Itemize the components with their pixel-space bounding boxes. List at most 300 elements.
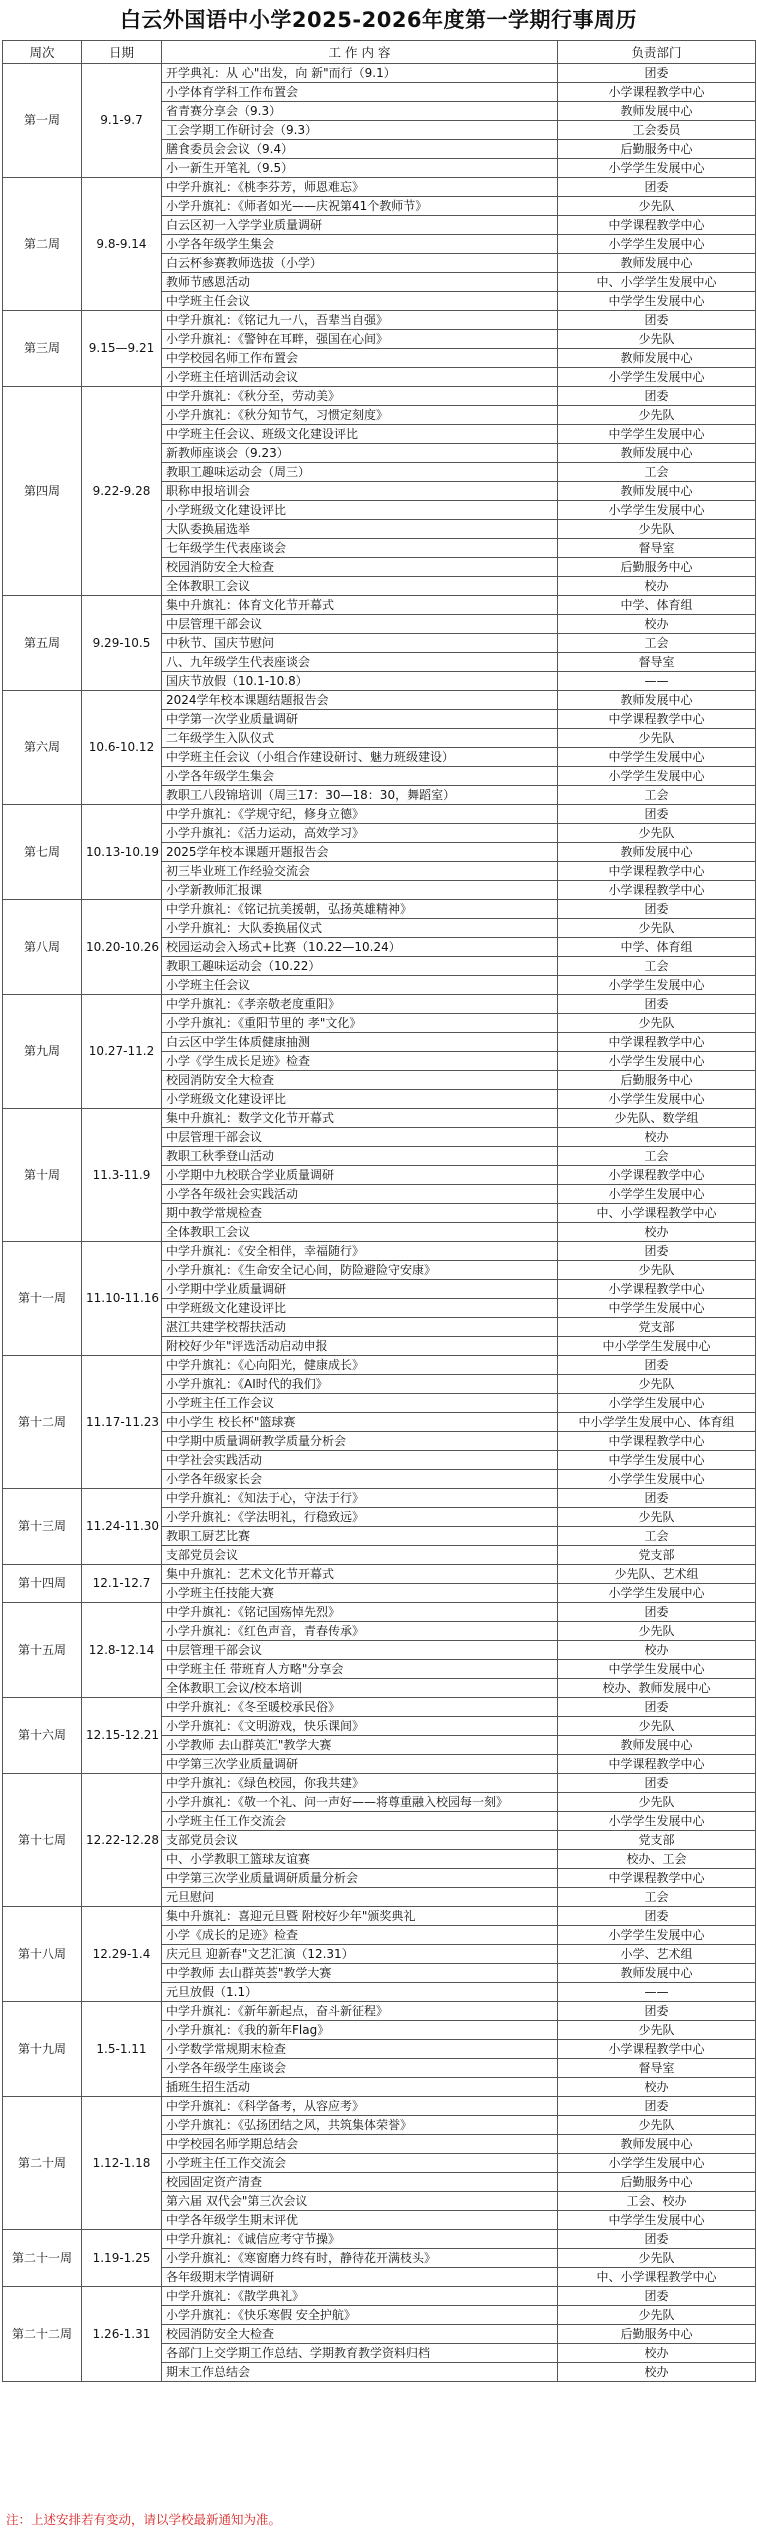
date-cell: 10.27-11.2 bbox=[82, 995, 162, 1109]
page-title: 白云外国语中小学2025-2026年度第一学期行事周历 bbox=[119, 8, 638, 32]
content-cell: 插班生招生活动 bbox=[162, 2078, 558, 2097]
content-cell: 七年级学生代表座谈会 bbox=[162, 539, 558, 558]
content-cell: 教职工秋季登山活动 bbox=[162, 1147, 558, 1166]
dept-cell: 中学课程教学中心 bbox=[558, 710, 756, 729]
content-cell: 小学数学常规期末检查 bbox=[162, 2040, 558, 2059]
dept-cell: 小学、艺术组 bbox=[558, 1945, 756, 1964]
table-row bbox=[3, 178, 756, 197]
dept-cell: 督导室 bbox=[558, 2059, 756, 2078]
dept-cell: 少先队 bbox=[558, 1717, 756, 1736]
content-cell: 中学第三次学业质量调研 bbox=[162, 1755, 558, 1774]
content-cell: 小学升旗礼：《师者如光——庆祝第41个教师节》 bbox=[162, 197, 558, 216]
content-cell: 小学升旗礼：《活力运动，高效学习》 bbox=[162, 824, 558, 843]
content-cell: 中学各年级学生期末评优 bbox=[162, 2211, 558, 2230]
dept-cell: 小学学生发展中心 bbox=[558, 1470, 756, 1489]
content-cell: 小学期中学业质量调研 bbox=[162, 1280, 558, 1299]
date-cell: 10.20-10.26 bbox=[82, 900, 162, 995]
schedule-body bbox=[3, 64, 756, 2382]
content-cell: 集中升旗礼：喜迎元旦暨 附校好少年"颁奖典礼 bbox=[162, 1907, 558, 1926]
content-cell: 小学班主任工作会议 bbox=[162, 1394, 558, 1413]
content-cell: 小学升旗礼：《弘扬团结之风，共筑集体荣誉》 bbox=[162, 2116, 558, 2135]
week-cell: 第十三周 bbox=[3, 1489, 82, 1565]
dept-cell: 小学学生发展中心 bbox=[558, 235, 756, 254]
dept-cell: 团委 bbox=[558, 64, 756, 83]
dept-cell: 团委 bbox=[558, 900, 756, 919]
content-cell: 小学《学生成长足迹》检查 bbox=[162, 1052, 558, 1071]
dept-cell: 少先队 bbox=[558, 1014, 756, 1033]
content-cell: 职称申报培训会 bbox=[162, 482, 558, 501]
date-cell: 12.22-12.28 bbox=[82, 1774, 162, 1907]
content-cell: 初三毕业班工作经验交流会 bbox=[162, 862, 558, 881]
week-cell: 第十周 bbox=[3, 1109, 82, 1242]
dept-cell: 后勤服务中心 bbox=[558, 140, 756, 159]
content-cell: 中学班主任会议 bbox=[162, 292, 558, 311]
content-cell: 中学升旗礼：《诚信应考守节操》 bbox=[162, 2230, 558, 2249]
week-cell: 第七周 bbox=[3, 805, 82, 900]
dept-cell: 中学课程教学中心 bbox=[558, 1033, 756, 1052]
date-cell: 1.12-1.18 bbox=[82, 2097, 162, 2230]
content-cell: 第六届 双代会"第三次会议 bbox=[162, 2192, 558, 2211]
content-cell: 中层管理干部会议 bbox=[162, 1128, 558, 1147]
dept-cell: —— bbox=[558, 672, 756, 691]
content-cell: 集中升旗礼：体育文化节开幕式 bbox=[162, 596, 558, 615]
dept-cell: 小学学生发展中心 bbox=[558, 159, 756, 178]
dept-cell: 小学学生发展中心 bbox=[558, 1185, 756, 1204]
date-cell: 11.24-11.30 bbox=[82, 1489, 162, 1565]
dept-cell: 少先队 bbox=[558, 520, 756, 539]
content-cell: 期末工作总结会 bbox=[162, 2363, 558, 2382]
content-cell: 中学校园名师学期总结会 bbox=[162, 2135, 558, 2154]
week-cell: 第十九周 bbox=[3, 2002, 82, 2097]
content-cell: 小学各年级社会实践活动 bbox=[162, 1185, 558, 1204]
table-row bbox=[3, 2002, 756, 2021]
content-cell: 中学升旗礼：《孝亲敬老度重阳》 bbox=[162, 995, 558, 1014]
content-cell: 国庆节放假（10.1-10.8） bbox=[162, 672, 558, 691]
header-content: 工 作 内 容 bbox=[162, 41, 558, 64]
date-cell: 11.10-11.16 bbox=[82, 1242, 162, 1356]
week-cell: 第十二周 bbox=[3, 1356, 82, 1489]
content-cell: 庆元旦 迎新春"文艺汇演（12.31） bbox=[162, 1945, 558, 1964]
table-row bbox=[3, 1565, 756, 1584]
content-cell: 小学升旗礼：《敬一个礼、问一声好——将尊重融入校园每一刻》 bbox=[162, 1793, 558, 1812]
dept-cell: 中学、体育组 bbox=[558, 938, 756, 957]
content-cell: 白云杯参赛教师选拔（小学） bbox=[162, 254, 558, 273]
table-row bbox=[3, 805, 756, 824]
dept-cell: 中学学生发展中心 bbox=[558, 2211, 756, 2230]
content-cell: 校园消防安全大检查 bbox=[162, 558, 558, 577]
dept-cell: 党支部 bbox=[558, 1318, 756, 1337]
week-cell: 第十五周 bbox=[3, 1603, 82, 1698]
content-cell: 中学升旗礼：《铭记九一八，吾辈当自强》 bbox=[162, 311, 558, 330]
content-cell: 中学升旗礼：《冬至暖校承民俗》 bbox=[162, 1698, 558, 1717]
dept-cell: 少先队、数学组 bbox=[558, 1109, 756, 1128]
content-cell: 小学班级文化建设评比 bbox=[162, 1090, 558, 1109]
content-cell: 中学升旗礼：《学规守纪，修身立德》 bbox=[162, 805, 558, 824]
dept-cell: 教师发展中心 bbox=[558, 254, 756, 273]
dept-cell: 小学学生发展中心 bbox=[558, 1584, 756, 1603]
content-cell: 小学班主任培训活动会议 bbox=[162, 368, 558, 387]
dept-cell: 教师发展中心 bbox=[558, 843, 756, 862]
dept-cell: 督导室 bbox=[558, 653, 756, 672]
content-cell: 校园消防安全大检查 bbox=[162, 2325, 558, 2344]
table-row bbox=[3, 1603, 756, 1622]
dept-cell: 后勤服务中心 bbox=[558, 2325, 756, 2344]
dept-cell: 少先队 bbox=[558, 824, 756, 843]
content-cell: 中层管理干部会议 bbox=[162, 615, 558, 634]
dept-cell: 小学学生发展中心 bbox=[558, 767, 756, 786]
content-cell: 全体教职工会议 bbox=[162, 577, 558, 596]
dept-cell: 中、小学课程教学中心 bbox=[558, 2268, 756, 2287]
content-cell: 新教师座谈会（9.23） bbox=[162, 444, 558, 463]
week-cell: 第八周 bbox=[3, 900, 82, 995]
header-row bbox=[3, 41, 756, 64]
content-cell: 小学各年级学生集会 bbox=[162, 767, 558, 786]
date-cell: 10.13-10.19 bbox=[82, 805, 162, 900]
dept-cell: 团委 bbox=[558, 311, 756, 330]
header-date: 日期 bbox=[82, 41, 162, 64]
dept-cell: 团委 bbox=[558, 2097, 756, 2116]
dept-cell: 校办 bbox=[558, 2363, 756, 2382]
content-cell: 教师节感恩活动 bbox=[162, 273, 558, 292]
content-cell: 中小学生 校长杯"篮球赛 bbox=[162, 1413, 558, 1432]
content-cell: 中学第三次学业质量调研质量分析会 bbox=[162, 1869, 558, 1888]
footer-note: 注：上述安排若有变动，请以学校最新通知为准。 bbox=[6, 2512, 282, 2527]
dept-cell: 团委 bbox=[558, 1242, 756, 1261]
dept-cell: 少先队 bbox=[558, 406, 756, 425]
content-cell: 白云区中学生体质健康抽测 bbox=[162, 1033, 558, 1052]
content-cell: 教职工八段锦培训（周三17：30—18：30，舞蹈室） bbox=[162, 786, 558, 805]
content-cell: 小学升旗礼：《我的新年Flag》 bbox=[162, 2021, 558, 2040]
content-cell: 小学班级文化建设评比 bbox=[162, 501, 558, 520]
content-cell: 小学各年级学生座谈会 bbox=[162, 2059, 558, 2078]
content-cell: 中学班主任 带班育人方略"分享会 bbox=[162, 1660, 558, 1679]
header-week: 周次 bbox=[3, 41, 82, 64]
dept-cell: —— bbox=[558, 1983, 756, 2002]
table-row bbox=[3, 1907, 756, 1926]
dept-cell: 团委 bbox=[558, 2002, 756, 2021]
week-cell: 第十六周 bbox=[3, 1698, 82, 1774]
content-cell: 中层管理干部会议 bbox=[162, 1641, 558, 1660]
date-cell: 11.3-11.9 bbox=[82, 1109, 162, 1242]
table-row bbox=[3, 2097, 756, 2116]
dept-cell: 党支部 bbox=[558, 1831, 756, 1850]
dept-cell: 中学、体育组 bbox=[558, 596, 756, 615]
dept-cell: 小学课程教学中心 bbox=[558, 881, 756, 900]
dept-cell: 工会 bbox=[558, 1527, 756, 1546]
dept-cell: 工会 bbox=[558, 957, 756, 976]
content-cell: 中学社会实践活动 bbox=[162, 1451, 558, 1470]
dept-cell: 工会 bbox=[558, 1147, 756, 1166]
week-cell: 第四周 bbox=[3, 387, 82, 596]
dept-cell: 党支部 bbox=[558, 1546, 756, 1565]
dept-cell: 中小学学生发展中心、体育组 bbox=[558, 1413, 756, 1432]
dept-cell: 小学学生发展中心 bbox=[558, 1926, 756, 1945]
dept-cell: 校办 bbox=[558, 1128, 756, 1147]
dept-cell: 教师发展中心 bbox=[558, 349, 756, 368]
dept-cell: 中学学生发展中心 bbox=[558, 1299, 756, 1318]
content-cell: 中学班主任会议、班级文化建设评比 bbox=[162, 425, 558, 444]
dept-cell: 少先队 bbox=[558, 1261, 756, 1280]
dept-cell: 校办 bbox=[558, 1641, 756, 1660]
date-cell: 12.15-12.21 bbox=[82, 1698, 162, 1774]
table-row bbox=[3, 995, 756, 1014]
date-cell: 1.19-1.25 bbox=[82, 2230, 162, 2287]
content-cell: 工会学期工作研讨会（9.3） bbox=[162, 121, 558, 140]
content-cell: 小学各年级家长会 bbox=[162, 1470, 558, 1489]
dept-cell: 教师发展中心 bbox=[558, 1736, 756, 1755]
content-cell: 支部党员会议 bbox=[162, 1546, 558, 1565]
dept-cell: 中学学生发展中心 bbox=[558, 1451, 756, 1470]
content-cell: 小学新教师汇报课 bbox=[162, 881, 558, 900]
content-cell: 全体教职工会议/校本培训 bbox=[162, 1679, 558, 1698]
dept-cell: 校办 bbox=[558, 2078, 756, 2097]
content-cell: 湛江共建学校帮扶活动 bbox=[162, 1318, 558, 1337]
content-cell: 膳食委员会会议（9.4） bbox=[162, 140, 558, 159]
table-row bbox=[3, 2287, 756, 2306]
week-cell: 第一周 bbox=[3, 64, 82, 178]
date-cell: 9.29-10.5 bbox=[82, 596, 162, 691]
dept-cell: 团委 bbox=[558, 1774, 756, 1793]
schedule-table bbox=[2, 40, 756, 2382]
dept-cell: 团委 bbox=[558, 2230, 756, 2249]
content-cell: 中学升旗礼：《铭记国殇悼先烈》 bbox=[162, 1603, 558, 1622]
dept-cell: 校办 bbox=[558, 615, 756, 634]
content-cell: 小学升旗礼：《重阳节里的 孝"文化》 bbox=[162, 1014, 558, 1033]
week-cell: 第二十一周 bbox=[3, 2230, 82, 2287]
dept-cell: 少先队 bbox=[558, 2306, 756, 2325]
week-cell: 第二周 bbox=[3, 178, 82, 311]
dept-cell: 中学学生发展中心 bbox=[558, 1660, 756, 1679]
content-cell: 二年级学生入队仪式 bbox=[162, 729, 558, 748]
table-row bbox=[3, 1774, 756, 1793]
content-cell: 小学升旗礼：《红色声音，青春传承》 bbox=[162, 1622, 558, 1641]
content-cell: 大队委换届选举 bbox=[162, 520, 558, 539]
dept-cell: 工会 bbox=[558, 463, 756, 482]
dept-cell: 团委 bbox=[558, 1603, 756, 1622]
content-cell: 八、九年级学生代表座谈会 bbox=[162, 653, 558, 672]
week-cell: 第十八周 bbox=[3, 1907, 82, 2002]
content-cell: 中学升旗礼：《秋分至，劳动美》 bbox=[162, 387, 558, 406]
dept-cell: 团委 bbox=[558, 1489, 756, 1508]
content-cell: 中、小学教职工篮球友谊赛 bbox=[162, 1850, 558, 1869]
dept-cell: 少先队、艺术组 bbox=[558, 1565, 756, 1584]
dept-cell: 中、小学课程教学中心 bbox=[558, 1204, 756, 1223]
dept-cell: 团委 bbox=[558, 1907, 756, 1926]
date-cell: 1.26-1.31 bbox=[82, 2287, 162, 2382]
dept-cell: 督导室 bbox=[558, 539, 756, 558]
week-cell: 第九周 bbox=[3, 995, 82, 1109]
content-cell: 教职工厨艺比赛 bbox=[162, 1527, 558, 1546]
content-cell: 小学升旗礼：《生命安全记心间，防险避险守安康》 bbox=[162, 1261, 558, 1280]
content-cell: 2025学年校本课题开题报告会 bbox=[162, 843, 558, 862]
content-cell: 支部党员会议 bbox=[162, 1831, 558, 1850]
dept-cell: 少先队 bbox=[558, 197, 756, 216]
content-cell: 小学升旗礼：《文明游戏，快乐课间》 bbox=[162, 1717, 558, 1736]
content-cell: 集中升旗礼：艺术文化节开幕式 bbox=[162, 1565, 558, 1584]
content-cell: 小学教师 去山群英汇"教学大赛 bbox=[162, 1736, 558, 1755]
content-cell: 小学升旗礼：《快乐寒假 安全护航》 bbox=[162, 2306, 558, 2325]
table-row bbox=[3, 1356, 756, 1375]
dept-cell: 小学课程教学中心 bbox=[558, 1280, 756, 1299]
dept-cell: 教师发展中心 bbox=[558, 691, 756, 710]
dept-cell: 中、小学学生发展中心 bbox=[558, 273, 756, 292]
dept-cell: 小学学生发展中心 bbox=[558, 1812, 756, 1831]
content-cell: 中学第一次学业质量调研 bbox=[162, 710, 558, 729]
dept-cell: 校办 bbox=[558, 2344, 756, 2363]
dept-cell: 少先队 bbox=[558, 1508, 756, 1527]
dept-cell: 后勤服务中心 bbox=[558, 1071, 756, 1090]
dept-cell: 少先队 bbox=[558, 1375, 756, 1394]
dept-cell: 中学课程教学中心 bbox=[558, 862, 756, 881]
content-cell: 中学升旗礼：《绿色校园，你我共建》 bbox=[162, 1774, 558, 1793]
date-cell: 9.22-9.28 bbox=[82, 387, 162, 596]
date-cell: 1.5-1.11 bbox=[82, 2002, 162, 2097]
content-cell: 各年级期末学情调研 bbox=[162, 2268, 558, 2287]
table-row bbox=[3, 1242, 756, 1261]
table-row bbox=[3, 311, 756, 330]
content-cell: 校园固定资产清查 bbox=[162, 2173, 558, 2192]
header-dept: 负责部门 bbox=[558, 41, 756, 64]
content-cell: 校园运动会入场式+比赛（10.22—10.24） bbox=[162, 938, 558, 957]
content-cell: 中学升旗礼：《知法于心，守法于行》 bbox=[162, 1489, 558, 1508]
content-cell: 省青赛分享会（9.3） bbox=[162, 102, 558, 121]
table-row bbox=[3, 1489, 756, 1508]
dept-cell: 教师发展中心 bbox=[558, 482, 756, 501]
content-cell: 小学升旗礼：《秋分知节气，习惯定刻度》 bbox=[162, 406, 558, 425]
date-cell: 10.6-10.12 bbox=[82, 691, 162, 805]
table-row bbox=[3, 691, 756, 710]
content-cell: 中学升旗礼：《安全相伴，幸福随行》 bbox=[162, 1242, 558, 1261]
dept-cell: 工会 bbox=[558, 786, 756, 805]
content-cell: 中学升旗礼：《新年新起点，奋斗新征程》 bbox=[162, 2002, 558, 2021]
content-cell: 中学班主任会议（小组合作建设研讨、魅力班级建设） bbox=[162, 748, 558, 767]
content-cell: 小学班主任技能大赛 bbox=[162, 1584, 558, 1603]
dept-cell: 团委 bbox=[558, 1356, 756, 1375]
dept-cell: 教师发展中心 bbox=[558, 1964, 756, 1983]
content-cell: 小学升旗礼：《寒窗磨力终有时，静待花开满枝头》 bbox=[162, 2249, 558, 2268]
dept-cell: 团委 bbox=[558, 2287, 756, 2306]
content-cell: 小学体育学科工作布置会 bbox=[162, 83, 558, 102]
dept-cell: 少先队 bbox=[558, 1793, 756, 1812]
content-cell: 中学教师 去山群英荟"教学大赛 bbox=[162, 1964, 558, 1983]
dept-cell: 校办、工会 bbox=[558, 1850, 756, 1869]
dept-cell: 小学学生发展中心 bbox=[558, 368, 756, 387]
content-cell: 小学升旗礼：《学法明礼，行稳致远》 bbox=[162, 1508, 558, 1527]
content-cell: 小学升旗礼：《警钟在耳畔，强国在心间》 bbox=[162, 330, 558, 349]
content-cell: 小学班主任会议 bbox=[162, 976, 558, 995]
dept-cell: 小学课程教学中心 bbox=[558, 83, 756, 102]
dept-cell: 中小学学生发展中心 bbox=[558, 1337, 756, 1356]
dept-cell: 少先队 bbox=[558, 1622, 756, 1641]
content-cell: 中学升旗礼：《桃李芬芳，师恩难忘》 bbox=[162, 178, 558, 197]
content-cell: 开学典礼：从 心"出发，向 新"而行（9.1） bbox=[162, 64, 558, 83]
table-row bbox=[3, 596, 756, 615]
dept-cell: 团委 bbox=[558, 805, 756, 824]
table-row bbox=[3, 1698, 756, 1717]
dept-cell: 团委 bbox=[558, 387, 756, 406]
content-cell: 中学升旗礼：《科学备考，从容应考》 bbox=[162, 2097, 558, 2116]
content-cell: 附校好少年"评选活动启动申报 bbox=[162, 1337, 558, 1356]
content-cell: 中秋节、国庆节慰问 bbox=[162, 634, 558, 653]
week-cell: 第二十周 bbox=[3, 2097, 82, 2230]
dept-cell: 小学学生发展中心 bbox=[558, 1090, 756, 1109]
dept-cell: 后勤服务中心 bbox=[558, 2173, 756, 2192]
content-cell: 小学各年级学生集会 bbox=[162, 235, 558, 254]
content-cell: 校园消防安全大检查 bbox=[162, 1071, 558, 1090]
dept-cell: 少先队 bbox=[558, 330, 756, 349]
date-cell: 12.29-1.4 bbox=[82, 1907, 162, 2002]
dept-cell: 团委 bbox=[558, 995, 756, 1014]
dept-cell: 小学课程教学中心 bbox=[558, 1166, 756, 1185]
dept-cell: 小学学生发展中心 bbox=[558, 976, 756, 995]
date-cell: 9.1-9.7 bbox=[82, 64, 162, 178]
dept-cell: 中学课程教学中心 bbox=[558, 1432, 756, 1451]
content-cell: 元旦慰问 bbox=[162, 1888, 558, 1907]
table-row bbox=[3, 64, 756, 83]
dept-cell: 教师发展中心 bbox=[558, 444, 756, 463]
dept-cell: 团委 bbox=[558, 178, 756, 197]
table-row bbox=[3, 1109, 756, 1128]
dept-cell: 工会、校办 bbox=[558, 2192, 756, 2211]
dept-cell: 教师发展中心 bbox=[558, 2135, 756, 2154]
week-cell: 第五周 bbox=[3, 596, 82, 691]
dept-cell: 小学学生发展中心 bbox=[558, 1052, 756, 1071]
dept-cell: 工会 bbox=[558, 1888, 756, 1907]
week-cell: 第二十二周 bbox=[3, 2287, 82, 2382]
dept-cell: 中学学生发展中心 bbox=[558, 292, 756, 311]
table-row bbox=[3, 387, 756, 406]
dept-cell: 少先队 bbox=[558, 2021, 756, 2040]
dept-cell: 少先队 bbox=[558, 919, 756, 938]
dept-cell: 中学课程教学中心 bbox=[558, 1869, 756, 1888]
content-cell: 集中升旗礼：数学文化节开幕式 bbox=[162, 1109, 558, 1128]
dept-cell: 校办、教师发展中心 bbox=[558, 1679, 756, 1698]
dept-cell: 团委 bbox=[558, 1698, 756, 1717]
content-cell: 期中教学常规检查 bbox=[162, 1204, 558, 1223]
content-cell: 教职工趣味运动会（10.22） bbox=[162, 957, 558, 976]
dept-cell: 中学课程教学中心 bbox=[558, 1755, 756, 1774]
content-cell: 小学班主任工作交流会 bbox=[162, 1812, 558, 1831]
table-row bbox=[3, 900, 756, 919]
dept-cell: 少先队 bbox=[558, 2116, 756, 2135]
dept-cell: 中学学生发展中心 bbox=[558, 425, 756, 444]
dept-cell: 中学课程教学中心 bbox=[558, 216, 756, 235]
content-cell: 小一新生开笔礼（9.5） bbox=[162, 159, 558, 178]
content-cell: 小学班主任工作交流会 bbox=[162, 2154, 558, 2173]
dept-cell: 校办 bbox=[558, 577, 756, 596]
date-cell: 9.8-9.14 bbox=[82, 178, 162, 311]
week-cell: 第十四周 bbox=[3, 1565, 82, 1603]
dept-cell: 后勤服务中心 bbox=[558, 558, 756, 577]
content-cell: 元旦放假（1.1） bbox=[162, 1983, 558, 2002]
content-cell: 教职工趣味运动会（周三） bbox=[162, 463, 558, 482]
date-cell: 12.8-12.14 bbox=[82, 1603, 162, 1698]
date-cell: 12.1-12.7 bbox=[82, 1565, 162, 1603]
dept-cell: 少先队 bbox=[558, 2249, 756, 2268]
content-cell: 小学升旗礼：《AI时代的我们》 bbox=[162, 1375, 558, 1394]
dept-cell: 小学学生发展中心 bbox=[558, 2154, 756, 2173]
content-cell: 2024学年校本课题结题报告会 bbox=[162, 691, 558, 710]
content-cell: 小学期中九校联合学业质量调研 bbox=[162, 1166, 558, 1185]
dept-cell: 工会委员 bbox=[558, 121, 756, 140]
content-cell: 中学校园名师工作布置会 bbox=[162, 349, 558, 368]
content-cell: 小学《成长的足迹》检查 bbox=[162, 1926, 558, 1945]
dept-cell: 工会 bbox=[558, 634, 756, 653]
dept-cell: 教师发展中心 bbox=[558, 102, 756, 121]
date-cell: 11.17-11.23 bbox=[82, 1356, 162, 1489]
content-cell: 小学升旗礼：大队委换届仪式 bbox=[162, 919, 558, 938]
week-cell: 第三周 bbox=[3, 311, 82, 387]
